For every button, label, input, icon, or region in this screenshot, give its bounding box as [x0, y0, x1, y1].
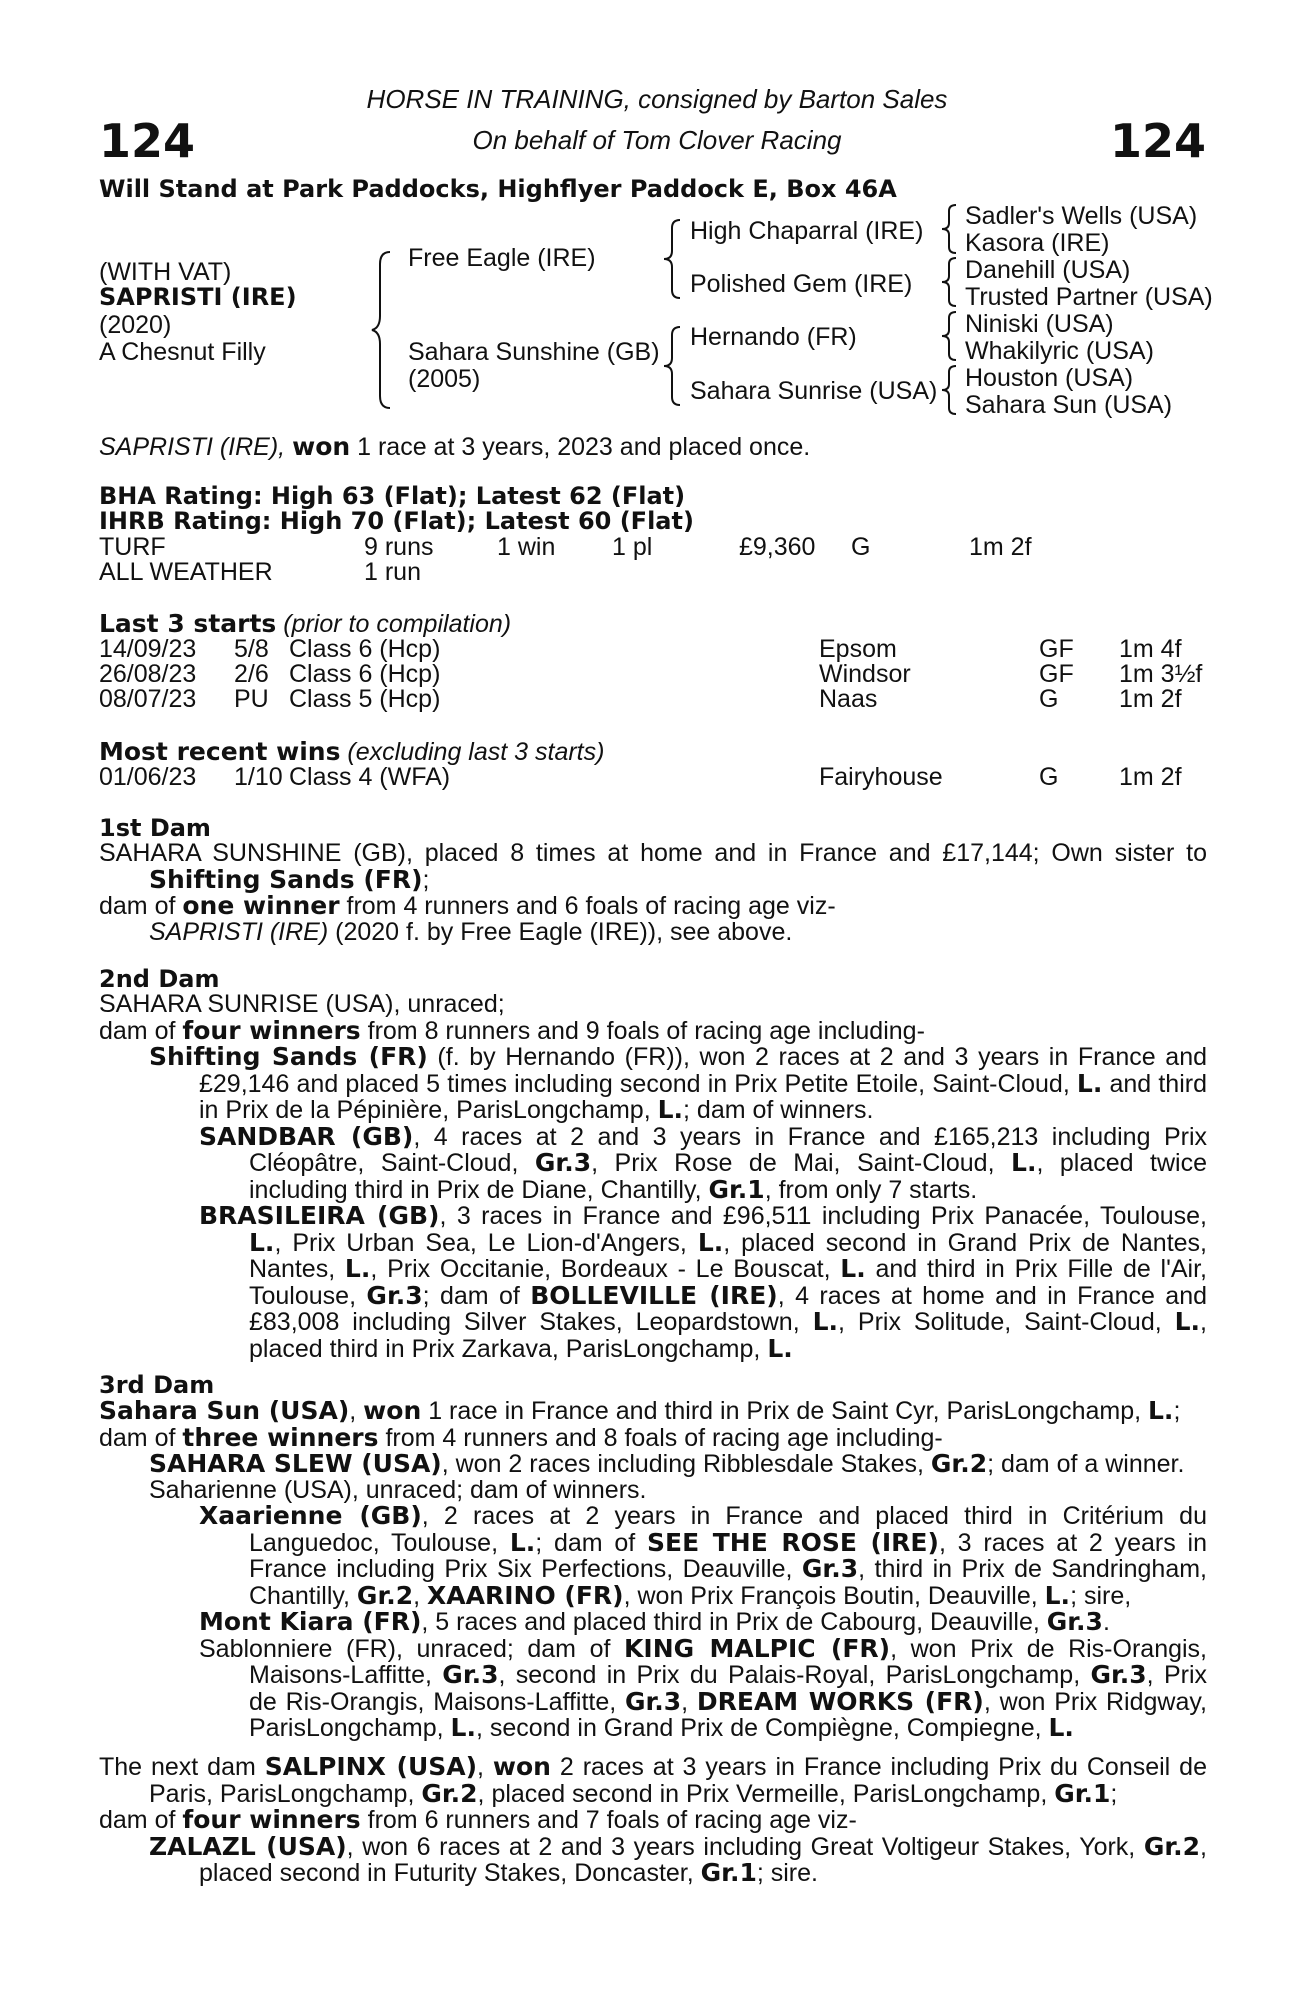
record-row-turf: TURF 9 runs 1 win 1 pl £9,360 G 1m 2f [99, 533, 1032, 561]
pedigree-dsd: Whakilyric (USA) [965, 337, 1154, 365]
bha-rating: BHA Rating: High 63 (Flat); Latest 62 (Flat) [99, 482, 686, 510]
dam1-heading: 1st Dam [99, 814, 211, 842]
last3-row: 14/09/23 5/8 Class 6 (Hcp) Epsom GF 1m 4f [99, 635, 1182, 663]
vat-note: (WITH VAT) [99, 258, 232, 286]
last3-row: 26/08/23 2/6 Class 6 (Hcp) Windsor GF 1m 3½f [99, 660, 1203, 688]
lot-number-right: 124 [1109, 114, 1206, 168]
pedigree-dam-year: (2005) [408, 365, 481, 393]
horse-year: (2020) [99, 311, 172, 339]
dam2-heading: 2nd Dam [99, 965, 220, 993]
pedigree-brace-g3 [938, 310, 960, 362]
pedigree-brace-g2 [938, 256, 960, 308]
pedigree-brace-dam [660, 325, 684, 407]
pedigree-brace-sire [660, 218, 684, 300]
pedigree-sds: Danehill (USA) [965, 256, 1131, 284]
pedigree-sire-sire: High Chaparral (IRE) [690, 217, 924, 245]
record-row-aw: ALL WEATHER 1 run [99, 558, 421, 586]
recent-win-row: 01/06/23 1/10 Class 4 (WFA) Fairyhouse G 1m 2f [99, 763, 1182, 791]
pedigree-dss: Niniski (USA) [965, 310, 1114, 338]
pedigree-dds: Houston (USA) [965, 364, 1134, 392]
pedigree-sdd: Trusted Partner (USA) [965, 283, 1213, 311]
location-line: Will Stand at Park Paddocks, Highflyer Paddock E, Box 46A [99, 175, 897, 203]
pedigree-ddd: Sahara Sun (USA) [965, 391, 1173, 419]
dam3-heading: 3rd Dam [99, 1371, 215, 1399]
page-subtitle: On behalf of Tom Clover Racing [472, 125, 842, 155]
pedigree-brace-g4 [938, 364, 960, 416]
dam1-section: SAHARA SUNSHINE (GB), placed 8 times at home and in France and £17,144; Own sister to Shifting Sands (FR); dam of one winner from 4 runners and 6 foals of racing age viz- SAPRISTI (IRE) (2020 f. by Free Eagle (IRE)), see above. [99, 839, 1207, 946]
last3-row: 08/07/23 PU Class 5 (Hcp) Naas G 1m 2f [99, 685, 1182, 713]
next-dam-section: The next dam SALPINX (USA), won 2 races at 3 years in France including Prix du Conseil de Paris, ParisLongchamp, Gr.2, placed second in Prix Vermeille, ParisLongchamp, Gr.1; dam of four winners from 6 runners and 7 foals of racing age viz- ZALAZL (USA), won 6 races at 2 and 3 years including Great Voltigeur Stakes, York, Gr.2, placed second in Futurity Stakes, Doncaster, Gr.1; sire. [99, 1752, 1207, 1887]
page-title: HORSE IN TRAINING, consigned by Barton Sales [366, 84, 948, 114]
pedigree-sire-dam: Polished Gem (IRE) [690, 270, 913, 298]
pedigree-sire: Free Eagle (IRE) [408, 244, 596, 272]
horse-description: A Chesnut Filly [99, 338, 266, 366]
pedigree-dam-sire: Hernando (FR) [690, 323, 857, 351]
recent-wins-heading: Most recent wins (excluding last 3 starts) [99, 737, 605, 766]
race-summary: SAPRISTI (IRE), won 1 race at 3 years, 2023 and placed once. [99, 432, 811, 461]
pedigree-ssd: Kasora (IRE) [965, 229, 1110, 257]
pedigree-dam: Sahara Sunshine (GB) [408, 338, 660, 366]
dam3-section: Sahara Sun (USA), won 1 race in France and third in Prix de Saint Cyr, ParisLongchamp, L.; dam of three winners from 4 runners and 8 foals of racing age including- SAHARA SLEW (USA), won 2 races including Ribblesdale Stakes, Gr.2; dam of a winner. Saharienne (USA), unraced; dam of winners. Xaarienne (GB), 2 races at 2 years in France and placed third in Critérium du Languedoc, Toulouse, L.; dam of SEE THE ROSE (IRE), 3 races at 2 years in France including Prix Six Perfections, Deauville, Gr.3, third in Prix de Sandringham, Chantilly, Gr.2, XAARINO (FR), won Prix François Boutin, Deauville, L.; sire, Mont Kiara (FR), 5 races and placed third in Prix de Cabourg, Deauville, Gr.3. Sablonniere (FR), unraced; dam of KING MALPIC (FR), won Prix de Ris-Orangis, Maisons-Laffitte, Gr.3, second in Prix du Palais-Royal, ParisLongchamp, Gr.3, Prix de Ris-Orangis, Maisons-Laffitte, Gr.3, DREAM WORKS (FR), won Prix Ridgway, ParisLongchamp, L., second in Grand Prix de Compiègne, Compiegne, L. [99, 1396, 1208, 1742]
horse-name: SAPRISTI (IRE) [99, 283, 297, 311]
ihrb-rating: IHRB Rating: High 70 (Flat); Latest 60 (Flat) [99, 507, 694, 535]
last3-heading: Last 3 starts (prior to compilation) [99, 609, 512, 638]
pedigree-dam-dam: Sahara Sunrise (USA) [690, 377, 938, 405]
dam2-section: SAHARA SUNRISE (USA), unraced; dam of four winners from 8 runners and 9 foals of racing age including- Shifting Sands (FR) (f. by Hernando (FR)), won 2 races at 2 and 3 years in France and £29,146 and placed 5 times including second in Prix Petite Etoile, Saint-Cloud, L. and third in Prix de la Pépinière, ParisLongchamp, L.; dam of winners. SANDBAR (GB), 4 races at 2 and 3 years in France and £165,213 including Prix Cléopâtre, Saint-Cloud, Gr.3, Prix Rose de Mai, Saint-Cloud, L., placed twice including third in Prix de Diane, Chantilly, Gr.1, from only 7 starts. BRASILEIRA (GB), 3 races in France and £96,511 including Prix Panacée, Toulouse, L., Prix Urban Sea, Le Lion-d'Angers, L., placed second in Grand Prix de Nantes, Nantes, L., Prix Occitanie, Bordeaux - Le Bouscat, L. and third in Prix Fille de l'Air, Toulouse, Gr.3; dam of BOLLEVILLE (IRE), 4 races at home and in France and £83,008 including Silver Stakes, Leopardstown, L., Prix Solitude, Saint-Cloud, L., placed third in Prix Zarkava, ParisLongchamp, L. [99, 990, 1208, 1363]
pedigree-brace-g1 [938, 203, 960, 255]
lot-number-left: 124 [99, 114, 196, 168]
pedigree-sss: Sadler's Wells (USA) [965, 202, 1198, 230]
pedigree-brace-main [368, 250, 398, 410]
